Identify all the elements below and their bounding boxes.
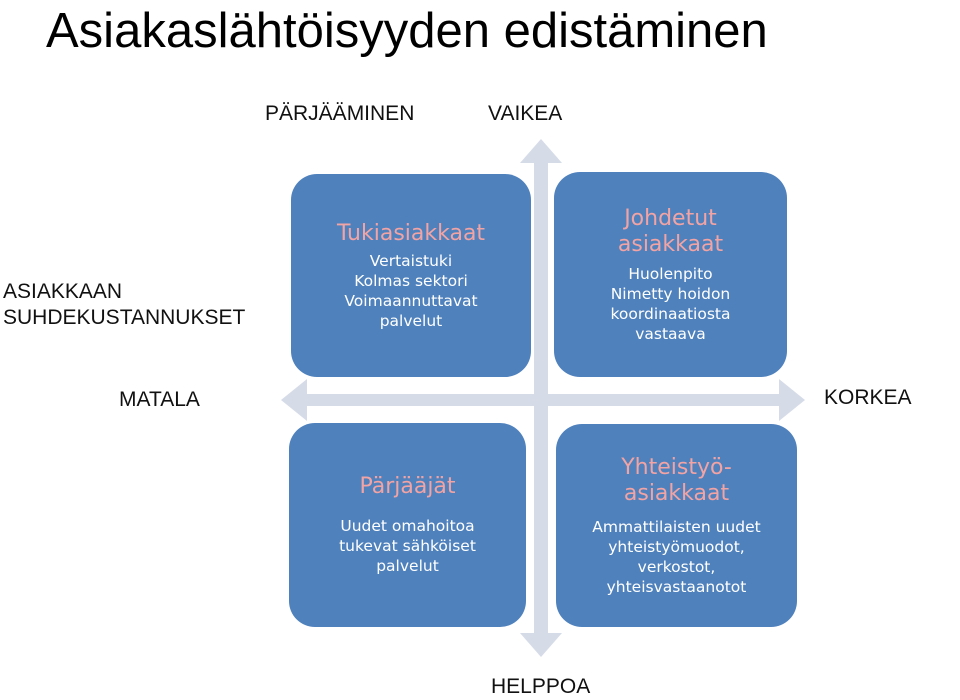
quadrant-heading: Pärjääjät xyxy=(359,474,456,499)
quadrant-heading: Tukiasiakkaat xyxy=(336,220,486,246)
quadrant-bottom-left xyxy=(289,423,526,627)
right-axis-label: KORKEA xyxy=(824,386,912,409)
slide-title: Asiakaslähtöisyyden edistäminen xyxy=(46,4,768,58)
quadrant-bottom-right xyxy=(556,424,797,627)
top-axis-label: VAIKEA xyxy=(488,102,563,125)
quadrant-body: Ammattilaisten uudet yhteistyömuodot, verkostot, yhteisvastaanotot xyxy=(592,517,761,596)
quadrant-body: Uudet omahoitoa tukevat sähköiset palvelut xyxy=(339,517,476,575)
top-left-axis-label: PÄRJÄÄMINEN xyxy=(265,102,415,125)
left-axis-label: MATALA xyxy=(119,388,200,411)
quadrant-body: Vertaistuki Kolmas sektori Voimaannuttavat palvelut xyxy=(344,251,478,330)
quadrant-top-left xyxy=(291,174,531,377)
left-axis-title xyxy=(3,279,245,331)
quadrant-heading: Johdetut asiakkaat xyxy=(617,205,724,257)
left-axis-title-line: ASIAKKAAN xyxy=(3,280,123,303)
quadrant-body: Huolenpito Nimetty hoidon koordinaatiosta vastaava xyxy=(610,264,731,343)
bottom-axis-label: HELPPOA xyxy=(491,675,591,698)
quadrant-top-right xyxy=(554,172,787,377)
quadrant-heading: Yhteistyö- asiakkaat xyxy=(621,454,732,506)
left-axis-title-line: SUHDEKUSTANNUKSET xyxy=(3,306,246,329)
